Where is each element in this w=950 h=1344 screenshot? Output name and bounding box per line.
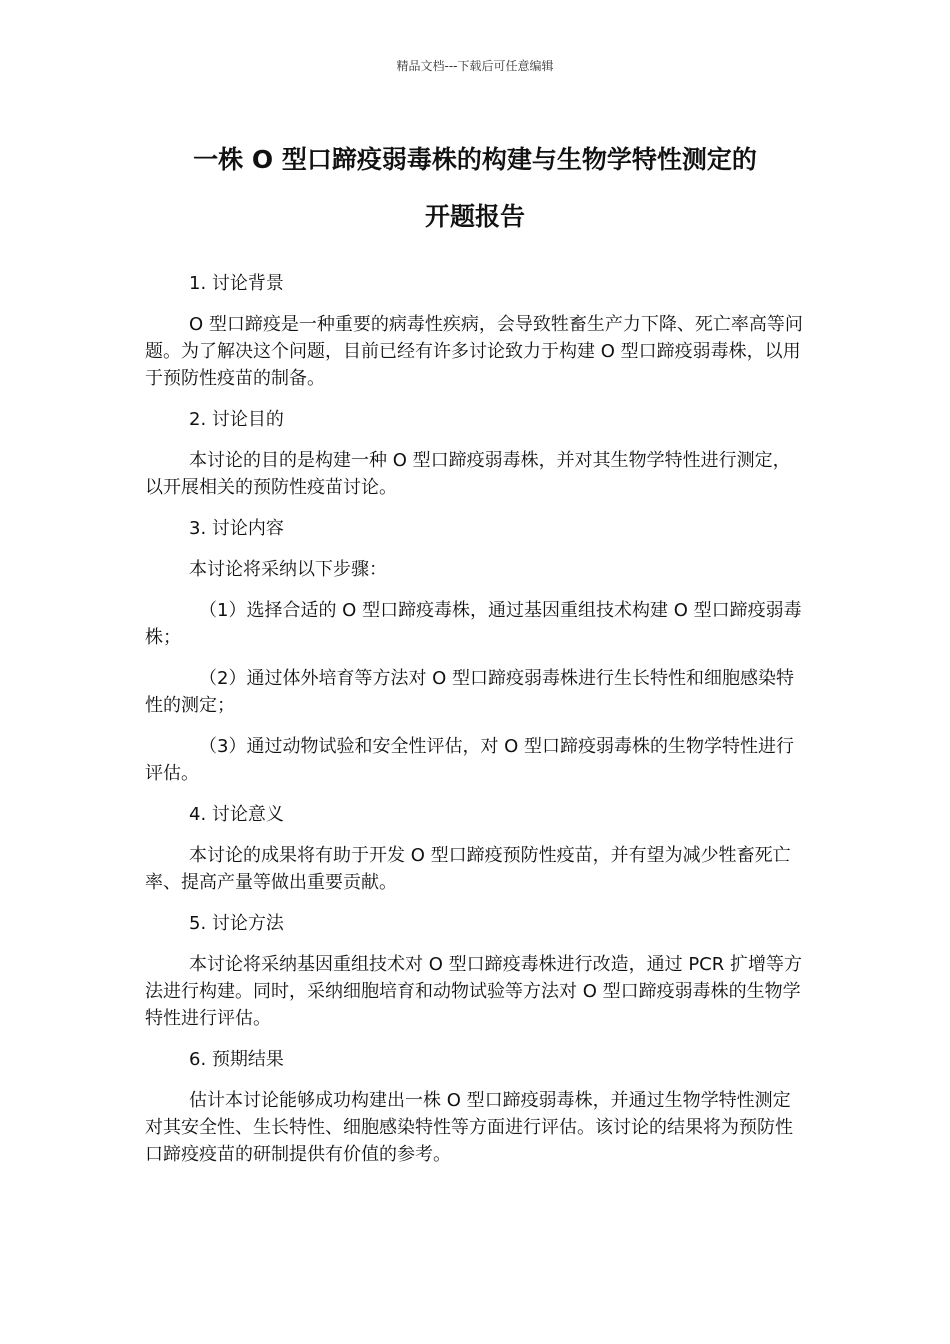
section-heading-background: 1. 讨论背景	[189, 273, 284, 294]
document-title-line-2: 开题报告	[424, 202, 525, 231]
document-title-line-1: 一株 O 型口蹄疫弱毒株的构建与生物学特性测定的	[193, 145, 757, 174]
background-paragraph: O 型口蹄疫是一种重要的病毒性疾病，会导致牲畜生产力下降、死亡率高等问题。为了解决这个问题，目前已经有许多讨论致力于构建 O 型口蹄疫弱毒株，以用于预防性疫苗的制备。	[145, 314, 803, 389]
section-heading-content: 3. 讨论内容	[189, 518, 284, 539]
section-heading-purpose: 2. 讨论目的	[189, 409, 284, 430]
content-step-3: （3）通过动物试验和安全性评估，对 O 型口蹄疫弱毒株的生物学特性进行评估。	[145, 736, 795, 784]
expected-results-paragraph: 估计本讨论能够成功构建出一株 O 型口蹄疫弱毒株，并通过生物学特性测定对其安全性、生长特性、细胞感染特性等方面进行评估。该讨论的结果将为预防性口蹄疫疫苗的研制提供有价值的参考。	[145, 1090, 793, 1165]
content-step-1: （1）选择合适的 O 型口蹄疫毒株，通过基因重组技术构建 O 型口蹄疫弱毒株；	[145, 600, 802, 648]
content-intro: 本讨论将采纳以下步骤：	[189, 559, 387, 580]
purpose-paragraph: 本讨论的目的是构建一种 O 型口蹄疫弱毒株，并对其生物学特性进行测定，以开展相关的预防性疫苗讨论。	[145, 450, 791, 498]
section-heading-significance: 4. 讨论意义	[189, 804, 284, 825]
section-heading-expected-results: 6. 预期结果	[189, 1049, 284, 1070]
content-step-2: （2）通过体外培育等方法对 O 型口蹄疫弱毒株进行生长特性和细胞感染特性的测定；	[145, 668, 795, 716]
section-heading-method: 5. 讨论方法	[189, 913, 284, 934]
significance-paragraph: 本讨论的成果将有助于开发 O 型口蹄疫预防性疫苗，并有望为减少牲畜死亡率、提高产量等做出重要贡献。	[145, 845, 791, 893]
method-paragraph: 本讨论将采纳基因重组技术对 O 型口蹄疫毒株进行改造，通过 PCR 扩增等方法进行构建。同时，采纳细胞培育和动物试验等方法对 O 型口蹄疫弱毒株的生物学特性进行评估。	[145, 954, 802, 1029]
document-body	[145, 270, 805, 1182]
header-note: 精品文档---下载后可任意编辑	[396, 59, 554, 73]
